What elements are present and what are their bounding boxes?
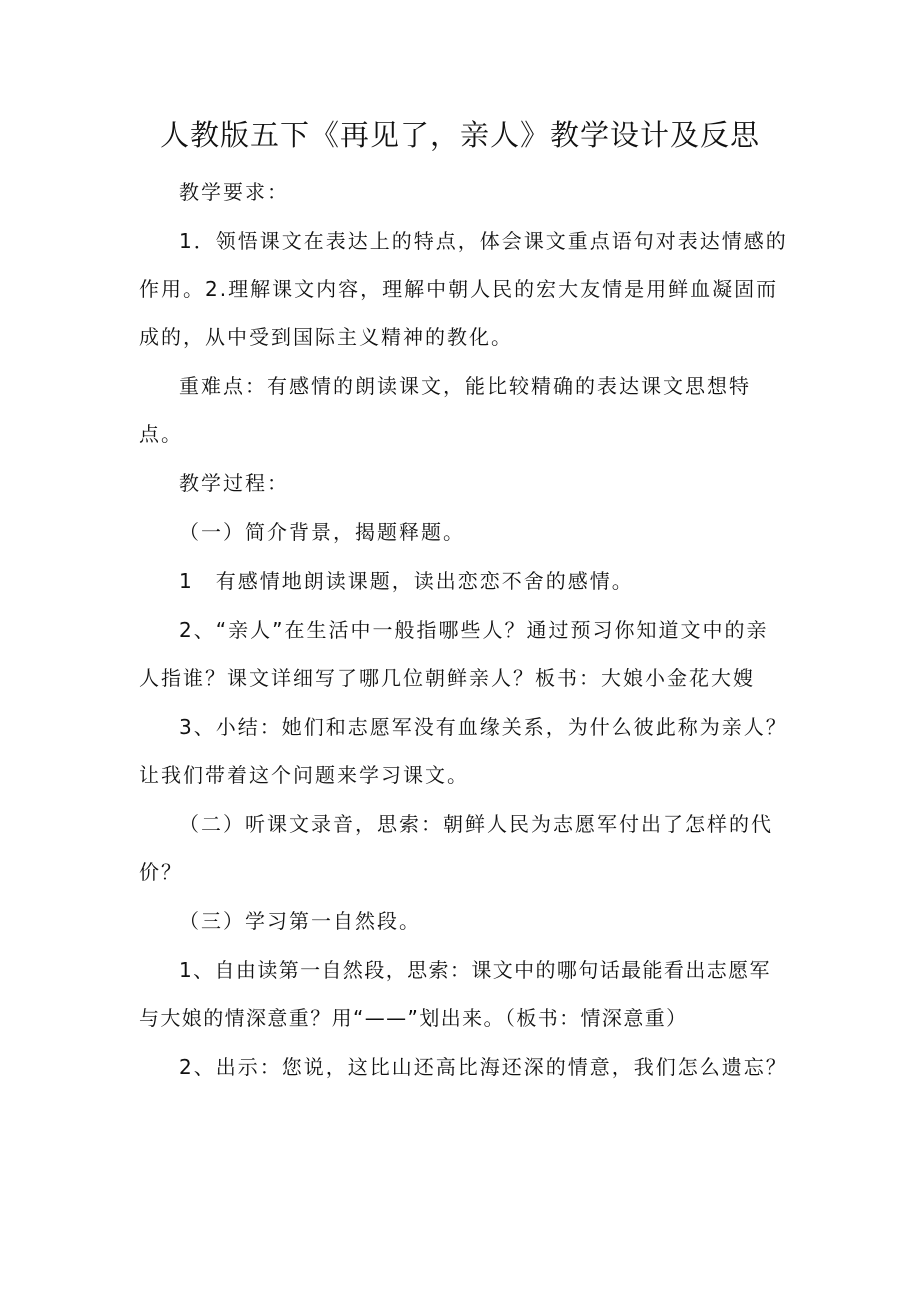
paragraph-step-2: 2、“亲人”在生活中一般指哪些人？通过预习你知道文中的亲人指谁？课文详细写了哪几位朝鲜亲人？板书：大娘小金花大嫂 (139, 618, 769, 690)
document-body (139, 168, 789, 1092)
paragraph-key-points: 重难点：有感情的朗读课文，能比较精确的表达课文思想特点。 (139, 374, 751, 446)
paragraph-section-one: （一）简介背景，揭题释题。 (179, 520, 465, 544)
paragraph-teaching-requirements: 1．领悟课文在表达上的特点，体会课文重点语句对表达情感的作用。2.理解课文内容，理解中朝人民的宏大友情是用鲜血凝固而成的，从中受到国际主义精神的教化。 (139, 229, 788, 349)
document-title: 人教版五下《再见了，亲人》教学设计及反思 (159, 118, 760, 152)
paragraph-step-1: 1 有感情地朗读课题，读出恋恋不舍的感情。 (179, 569, 634, 593)
paragraph-step-3: 3、小结：她们和志愿军没有血缘关系，为什么彼此称为亲人？让我们带着这个问题来学习课文。 (139, 715, 788, 787)
paragraph-section-three-step-1: 1、自由读第一自然段，思索：课文中的哪句话最能看出志愿军与大娘的情深意重？用“——”划出来。（板书：情深意重） (139, 958, 771, 1030)
paragraph-section-three-step-2: 2、出示：您说，这比山还高比海还深的情意，我们怎么遗忘？ (179, 1055, 788, 1079)
paragraph-teaching-requirements-heading: 教学要求： (179, 180, 289, 204)
paragraph-section-two: （二）听课文录音，思索：朝鲜人民为志愿军付出了怎样的代价？ (139, 812, 773, 884)
paragraph-section-three: （三）学习第一自然段。 (179, 909, 421, 933)
paragraph-teaching-process-heading: 教学过程： (179, 471, 289, 495)
